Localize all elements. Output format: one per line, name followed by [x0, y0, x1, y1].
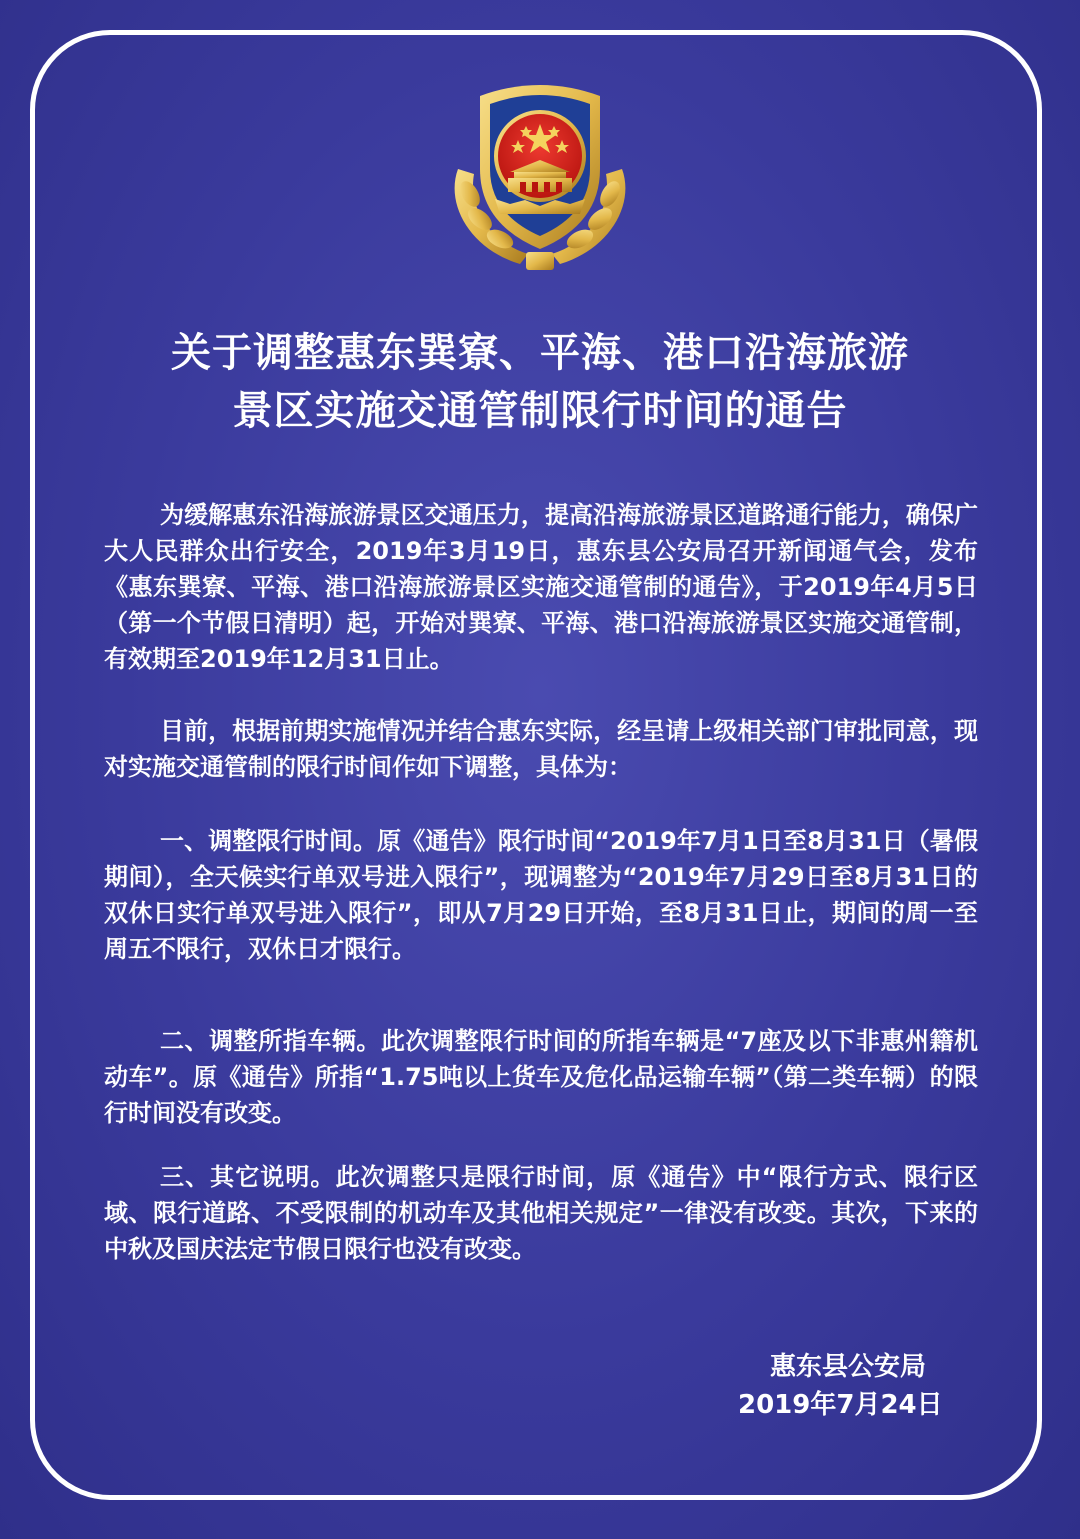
paragraph-item-1-time: 一、调整限行时间。原《通告》限行时间“2019年7月1日至8月31日（暑假期间），全天候实行单双号进入限行”，现调整为“2019年7月29日至8月31日的双休日实行单双号进入限行”，即从7月29日开始，至8月31日止，期间的周一至周五不限行，双休日才限行。	[104, 827, 978, 963]
paragraph-adjustment-intro: 目前，根据前期实施情况并结合惠东实际，经呈请上级相关部门审批同意，现对实施交通管制的限行时间作如下调整，具体为：	[104, 717, 978, 781]
paragraph-background: 为缓解惠东沿海旅游景区交通压力，提高沿海旅游景区道路通行能力，确保广大人民群众出行安全，2019年3月19日，惠东县公安局召开新闻通气会，发布《惠东巽寮、平海、港口沿海旅游景区实施交通管制的通告》，于2019年4月5日（第一个节假日清明）起，开始对巽寮、平海、港口沿海旅游景区实施交通管制，有效期至2019年12月31日止。	[104, 501, 978, 673]
paragraph-item-3-other: 三、其它说明。此次调整只是限行时间，原《通告》中“限行方式、限行区域、限行道路、不受限制的机动车及其他相关规定”一律没有改变。其次，下来的中秋及国庆法定节假日限行也没有改变。	[104, 1163, 978, 1263]
paragraph-item-2-vehicles: 二、调整所指车辆。此次调整限行时间的所指车辆是“7座及以下非惠州籍机动车”。原《通告》所指“1.75吨以上货车及危化品运输车辆”（第二类车辆）的限行时间没有改变。	[104, 1027, 978, 1127]
signature-organization: 惠东县公安局	[770, 1352, 927, 1382]
notice-title-line-1: 关于调整惠东巽寮、平海、港口沿海旅游	[171, 330, 909, 376]
police-emblem-icon	[440, 74, 640, 274]
notice-title-line-2: 景区实施交通管制限行时间的通告	[232, 388, 848, 434]
signature-date: 2019年7月24日	[738, 1390, 943, 1420]
